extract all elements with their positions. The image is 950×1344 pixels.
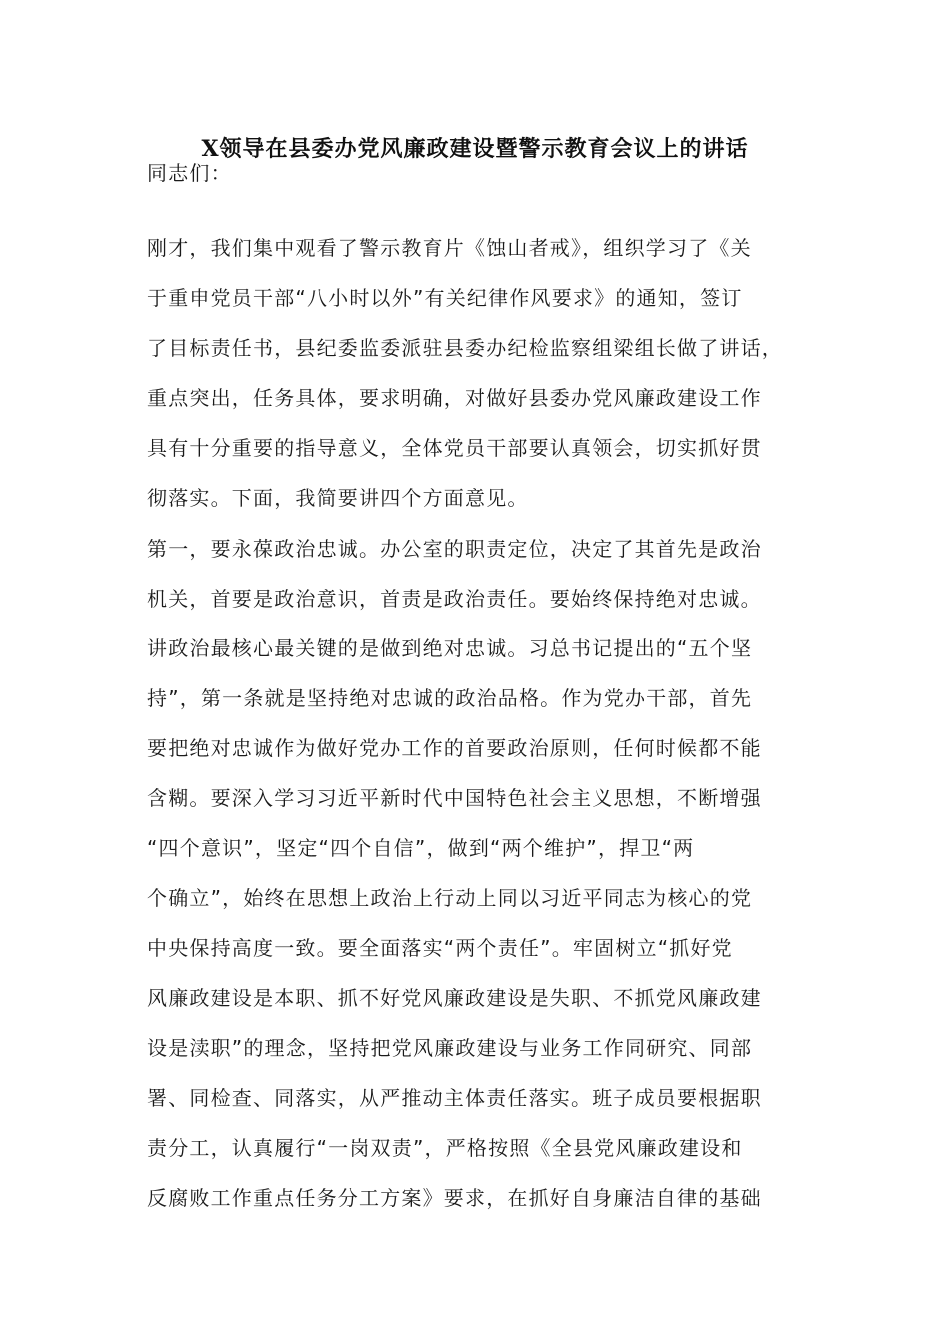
body-line: “四个意识”，坚定“四个自信”，做到“两个维护”，捍卫“两: [147, 836, 695, 860]
body-line: 具有十分重要的指导意义，全体党员干部要认真领会，切实抓好贯: [147, 436, 762, 460]
body-line: 中央保持高度一致。要全面落实“两个责任”。牢固树立“抓好党: [147, 936, 733, 960]
body-line: 持”，第一条就是坚持绝对忠诚的政治品格。作为党办干部，首先: [147, 686, 753, 710]
body-line: 于重申党员干部“八小时以外”有关纪律作风要求》的通知，签订: [147, 286, 743, 310]
body-line: 反腐败工作重点任务分工方案》要求，在抓好自身廉洁自律的基础: [147, 1186, 762, 1210]
body-line: 风廉政建设是本职、抓不好党风廉政建设是失职、不抓党风廉政建: [147, 986, 762, 1010]
body-line: 设是渎职”的理念，坚持把党风廉政建设与业务工作同研究、同部: [147, 1036, 753, 1060]
body-line: 讲政治最核心最关键的是做到绝对忠诚。习总书记提出的“五个坚: [147, 636, 753, 660]
body-line: 刚才，我们集中观看了警示教育片《蚀山者戒》，组织学习了《关: [147, 236, 752, 260]
body-line: 第一，要永葆政治忠诚。办公室的职责定位，决定了其首先是政治: [147, 537, 762, 561]
body-line: 署、同检查、同落实，从严推动主体责任落实。班子成员要根据职: [147, 1086, 762, 1110]
body-line: 责分工，认真履行“一岗双责”，严格按照《全县党风廉政建设和: [147, 1136, 743, 1160]
body-line: 了目标责任书，县纪委监委派驻县委办纪检监察组梁组长做了讲话，: [147, 336, 783, 360]
body-line: 彻落实。下面，我简要讲四个方面意见。: [147, 486, 529, 510]
body-line: 要把绝对忠诚作为做好党办工作的首要政治原则，任何时候都不能: [147, 736, 762, 760]
body-line: 个确立”，始终在思想上政治上行动上同以习近平同志为核心的党: [147, 886, 753, 910]
document-title: X领导在县委办党风廉政建设暨警示教育会议上的讲话: [201, 136, 749, 162]
salutation-line: 同志们：: [147, 161, 232, 185]
body-line: 机关，首要是政治意识，首责是政治责任。要始终保持绝对忠诚。: [147, 587, 762, 611]
body-line: 重点突出，任务具体，要求明确，对做好县委办党风廉政建设工作: [147, 386, 762, 410]
body-line: 含糊。要深入学习习近平新时代中国特色社会主义思想，不断增强: [147, 786, 762, 810]
